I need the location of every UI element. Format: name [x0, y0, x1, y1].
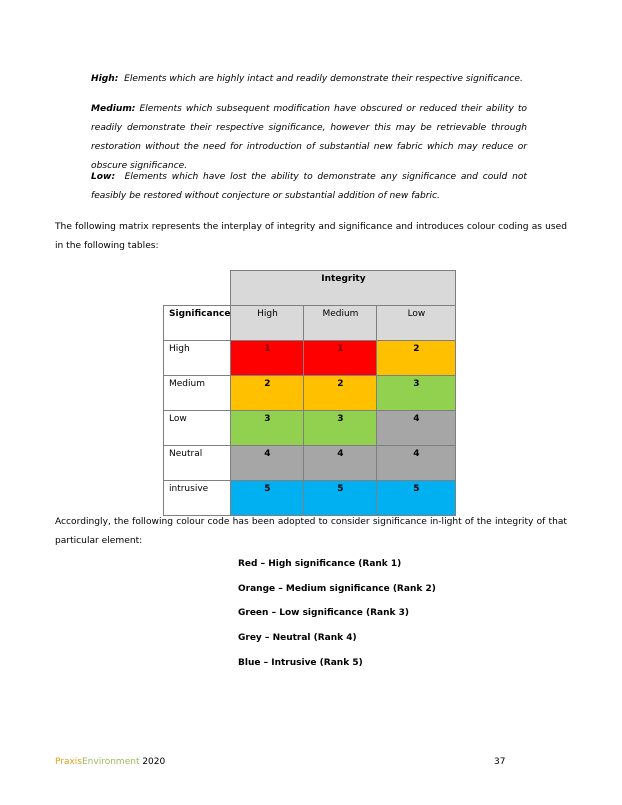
legend-blue: Blue – Intrusive (Rank 5): [238, 658, 363, 668]
matrix-header-row: [164, 271, 456, 306]
matrix-cell: 5: [304, 481, 377, 516]
row-label: Low: [164, 411, 231, 446]
matrix-row-medium: [164, 376, 456, 411]
matrix-cell: 4: [304, 446, 377, 481]
matrix-row-high: [164, 341, 456, 376]
matrix-cell: 3: [377, 376, 456, 411]
matrix-row-intrusive: [164, 481, 456, 516]
definition-low: [91, 168, 527, 206]
matrix-cell: 5: [231, 481, 304, 516]
page-number: 37: [494, 757, 506, 767]
matrix-cell: 4: [377, 411, 456, 446]
matrix-row-low: [164, 411, 456, 446]
matrix-row-neutral: [164, 446, 456, 481]
brand-praxis: Praxis: [55, 757, 82, 767]
matrix-cell: 4: [231, 446, 304, 481]
significance-header: Significance: [164, 306, 231, 341]
legend-green: Green – Low significance (Rank 3): [238, 608, 410, 618]
integrity-header: Integrity: [231, 271, 456, 306]
footer-brand: [55, 757, 165, 767]
definition-medium: [91, 100, 527, 176]
row-label: Neutral: [164, 446, 231, 481]
row-label: intrusive: [164, 481, 231, 516]
brand-environment: Environment: [82, 757, 140, 767]
definition-text: Elements which have lost the ability to demonstrate any significance and could not feasibly be restored without conjecture or substantial addition of new fabric.: [91, 172, 527, 201]
definition-term: High:: [91, 74, 119, 84]
matrix-column-row: [164, 306, 456, 341]
matrix-cell: 2: [377, 341, 456, 376]
definition-term: Medium:: [91, 104, 136, 114]
column-medium: Medium: [304, 306, 377, 341]
footer-year: 2020: [139, 757, 166, 767]
matrix-corner: [164, 271, 231, 306]
column-low: Low: [377, 306, 456, 341]
matrix-cell: 4: [377, 446, 456, 481]
row-label: High: [164, 341, 231, 376]
matrix-cell: 1: [231, 341, 304, 376]
matrix-cell: 2: [231, 376, 304, 411]
legend-grey: Grey – Neutral (Rank 4): [238, 633, 357, 643]
matrix-cell: 3: [304, 411, 377, 446]
definition-text: Elements which subsequent modification have obscured or reduced their ability to readily demonstrate their respective significance, however this may be retrievable through restoration without the need for introduction of substantial new fabric which may reduce or obscure significance.: [91, 104, 527, 171]
intro-paragraph: The following matrix represents the interplay of integrity and significance and introduces colour coding as used in the following tables:: [55, 222, 567, 251]
matrix-cell: 5: [377, 481, 456, 516]
legend-red: Red – High significance (Rank 1): [238, 559, 402, 569]
matrix-cell: 3: [231, 411, 304, 446]
matrix-cell: 2: [304, 376, 377, 411]
column-high: High: [231, 306, 304, 341]
row-label: Medium: [164, 376, 231, 411]
legend-orange: Orange – Medium significance (Rank 2): [238, 584, 436, 594]
integrity-significance-matrix: [163, 270, 456, 516]
definition-text: Elements which are highly intact and readily demonstrate their respective significance.: [124, 74, 523, 84]
matrix-cell: 1: [304, 341, 377, 376]
accordingly-paragraph: Accordingly, the following colour code has been adopted to consider significance in-light of the integrity of that particular element:: [55, 517, 567, 546]
definition-high: [91, 70, 527, 89]
definition-term: Low:: [91, 172, 116, 182]
